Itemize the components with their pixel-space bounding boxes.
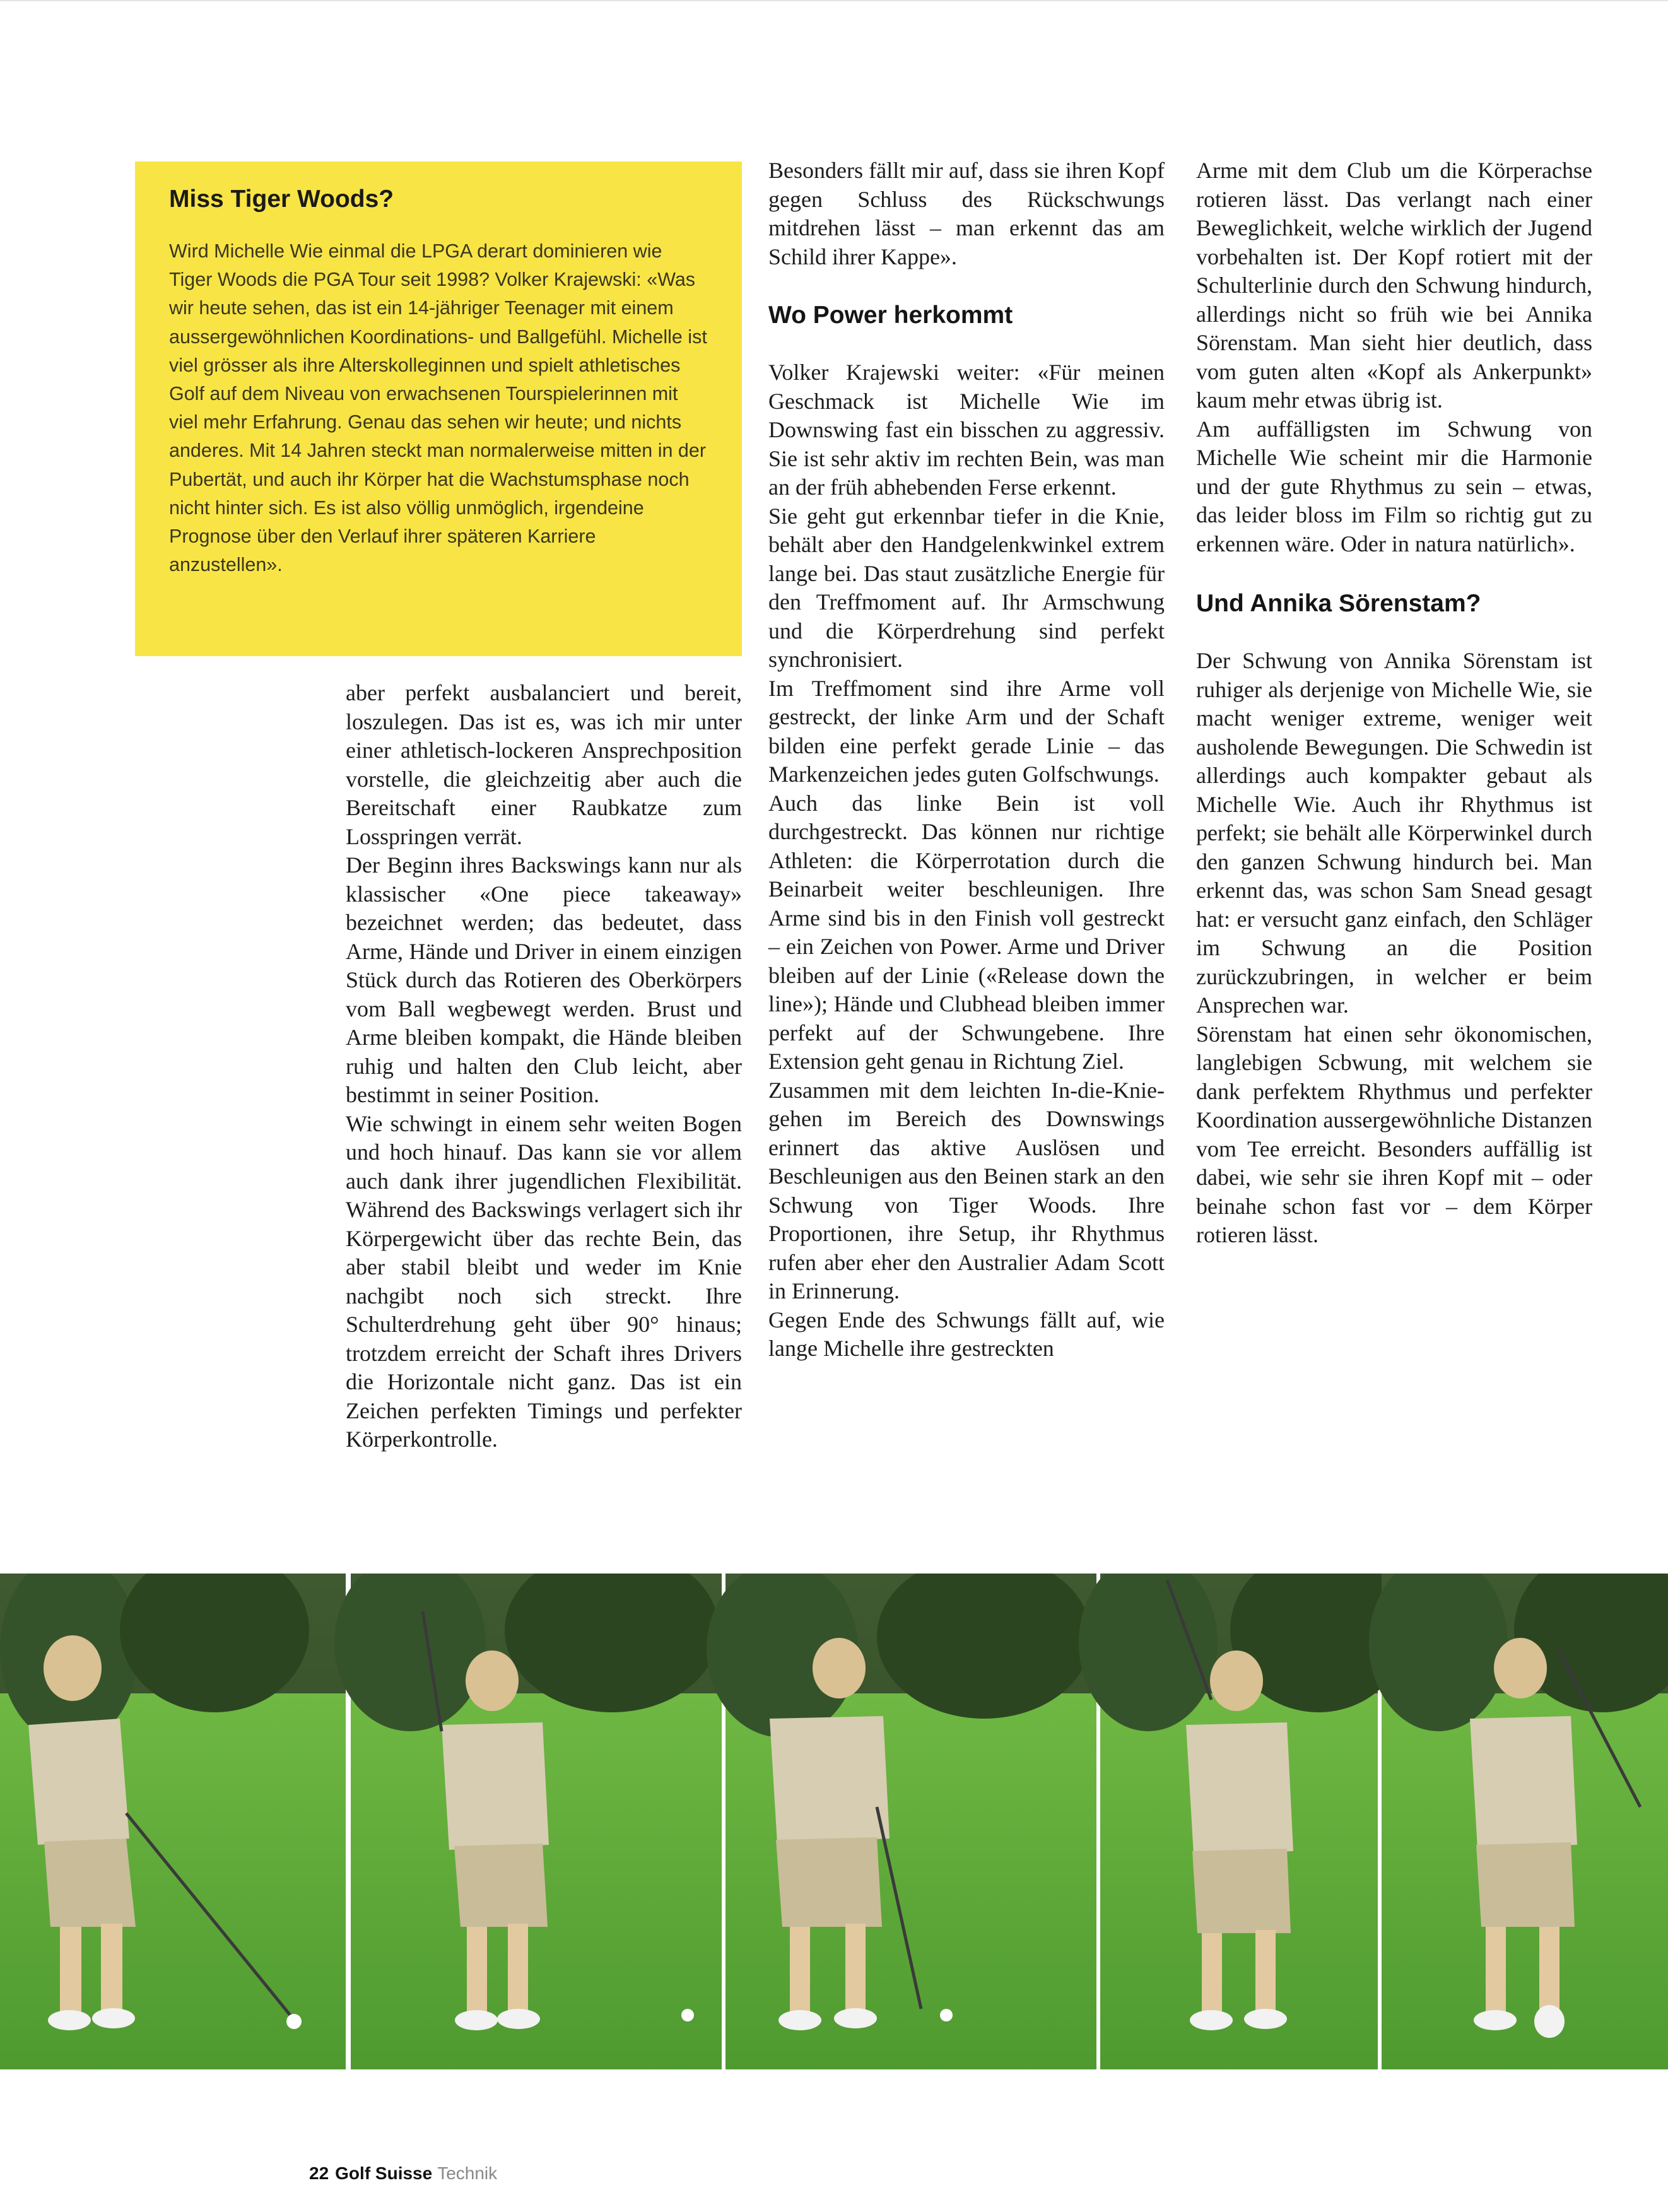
col2-paragraph: Auch das linke Bein ist voll durchgestreckt. Das können nur richtige Athleten: die Körperrotation durch die Beinarbeit weiter beschleunigen. Ihre Arme sind bis in den Finish voll gestreckt – ein Zeichen von Power. Arme und Driver bleiben auf der Linie («Release down the line»); Hände und Clubhead bleiben immer perfekt auf der Schwungebene. Ihre Extension geht genau in Richtung Ziel. [768,790,1165,1074]
col2-paragraph: Gegen Ende des Schwungs fällt auf, wie lange Michelle ihre gestreckten [768,1307,1165,1361]
photo-frame-address [0,1574,346,2069]
col3-paragraph: Am auffälligsten im Schwung von Michelle Wie scheint mir die Harmonie und der gute Rhythmus zu sein – etwas, das leider bloss im Film so richtig gut zu erkennen wäre. Oder in natura natürlich». [1196,416,1592,556]
col1-paragraph: Der Beginn ihres Backswings kann nur als klassischer «One piece takeaway» bezeichnet werden; das bedeutet, dass Arme, Hände und Driver in einem einzigen Stück durch das Rotieren des Oberkörpers vom Ball wegbewegt werden. Brust und Arme bleiben kompakt, die Hände bleiben ruhig und halten den Club leicht, aber bestimmt in seiner Position. [346,852,742,1107]
swing-sequence-photos [0,1574,1668,2069]
top-edge-line [0,0,1668,1]
photo-frame-follow-through [1079,1574,1407,2069]
photo-frame-finish [1369,1574,1668,2069]
section-name: Technik [437,2163,498,2183]
sidebar-box [135,162,742,656]
col2-paragraph: Besonders fällt mir auf, dass sie ihren Kopf gegen Schluss des Rückschwungs mitdrehen lässt – man erkennt das am Schild ihrer Kappe». [768,158,1165,269]
sidebar-title: Miss Tiger Woods? [169,185,394,213]
article-column-3 [1196,156,1592,1250]
article-column-1 [346,679,742,1454]
photo-frame-impact [707,1574,1096,2069]
col2-paragraph: Volker Krajewski weiter: «Für meinen Geschmack ist Michelle Wie im Downswing fast ein bisschen zu aggressiv. Sie ist sehr aktiv im rechten Bein, was man an der früh abhebenden Ferse erkennt. [768,360,1165,500]
col2-paragraph: Zusammen mit dem leichten In-die-Knie-gehen im Bereich des Downswings erinnert das aktive Auslösen und Beschleunigen aus den Beinen stark an den Schwung von Tiger Woods. Ihre Proportionen, ihre Setup, ihr Rhythmus rufen aber eher den Australier Adam Scott in Erinnerung. [768,1077,1165,1303]
col1-paragraph: aber perfekt ausbalanciert und bereit, loszulegen. Das ist es, was ich mir unter einer athletisch-lockeren Ansprechposition vorstelle, die gleichzeitig aber auch die Bereitschaft einer Raubkatze zum Losspringen verrät. [346,680,742,849]
photo-frame-takeaway [334,1574,722,2069]
magazine-name: Golf Suisse [335,2163,433,2183]
col1-paragraph: Wie schwingt in einem sehr weiten Bogen und hoch hinauf. Das kann sie vor allem auch dank ihrer jugendlichen Flexibilität. Während des Backswings verlagert sich ihr Körpergewicht über das rechte Bein, das aber stabil bleibt und weder im Knie nachgibt noch sich streckt. Ihre Schulterdrehung geht über 90° hinaus; trotzdem erreicht der Schaft ihres Drivers die Horizontale nicht ganz. Das ist ein Zeichen perfekten Timings und perfekter Körperkontrolle. [346,1110,742,1452]
col3-paragraph: Arme mit dem Club um die Körperachse rotieren lässt. Das verlangt nach einer Beweglichkeit, welche wirklich der Jugend vorbehalten ist. Der Kopf rotiert mit der Schulterlinie durch den Schwung hindurch, allerdings nicht so früh wie bei Annika Sörenstam. Man sieht hier deutlich, dass vom guten alten «Kopf als Ankerpunkt» kaum mehr etwas übrig ist. [1196,158,1592,413]
page-footer [309,2163,497,2184]
col2-paragraph: Im Treffmoment sind ihre Arme voll gestreckt, der linke Arm und der Schaft bilden eine perfekt gerade Linie – das Markenzeichen jedes guten Golfschwungs. [768,675,1165,787]
col3-paragraph: Sörenstam hat einen sehr ökonomischen, langlebigen Scbwung, mit welchem sie dank perfektem Rhythmus und perfekter Koordination aussergewöhnliche Distanzen vom Tee erreicht. Besonders auffällig ist dabei, wie sehr sie ihren Kopf mit – oder beinahe schon fast vor – dem Körper rotieren lässt. [1196,1021,1592,1247]
col3-paragraph: Der Schwung von Annika Sörenstam ist ruhiger als derjenige von Michelle Wie, sie macht weniger extreme, weniger weit ausholende Bewegungen. Die Schwedin ist allerdings auch kompakter gebaut als Michelle Wie. Auch ihr Rhythmus ist perfekt; sie behält alle Körperwinkel durch den ganzen Schwung hindurch bei. Man erkennt das, was schon Sam Snead gesagt hat: er versucht ganz einfach, den Schläger im Schwung an die Position zurückzubringen, in welcher er beim Ansprechen war. [1196,648,1592,1018]
col2-paragraph: Sie geht gut erkennbar tiefer in die Knie, behält aber den Handgelenkwinkel extrem lange bei. Das staut zusätzliche Energie für den Treffmoment auf. Ihr Armschwung und die Körperdrehung sind perfekt synchronisiert. [768,503,1165,672]
col2-heading: Wo Power herkommt [768,302,1013,329]
sidebar-text: Wird Michelle Wie einmal die LPGA derart dominieren wie Tiger Woods die PGA Tour seit 1998? Volker Krajewski: «Was wir heute sehen, das ist ein 14-jähriger Teenager mit einem aussergewöhnlichen Koordinations- und Ballgefühl. Michelle ist viel grösser als ihre Alterskolleginnen und spielt athletisches Golf auf dem Niveau von erwachsenen Tourspielerinnen mit viel mehr Erfahrung. Genau das sehen wir heute; und nichts anderes. Mit 14 Jahren steckt man normalerweise mitten in der Pubertät, und auch ihr Körper hat die Wachstumsphase noch nicht hinter sich. Es ist also völlig unmöglich, irgendeine Prognose über den Verlauf ihrer späteren Karriere anzustellen». [169,240,707,576]
page-number: 22 [309,2163,329,2183]
article-column-2 [768,156,1165,1363]
col3-heading: Und Annika Sörenstam? [1196,590,1481,617]
